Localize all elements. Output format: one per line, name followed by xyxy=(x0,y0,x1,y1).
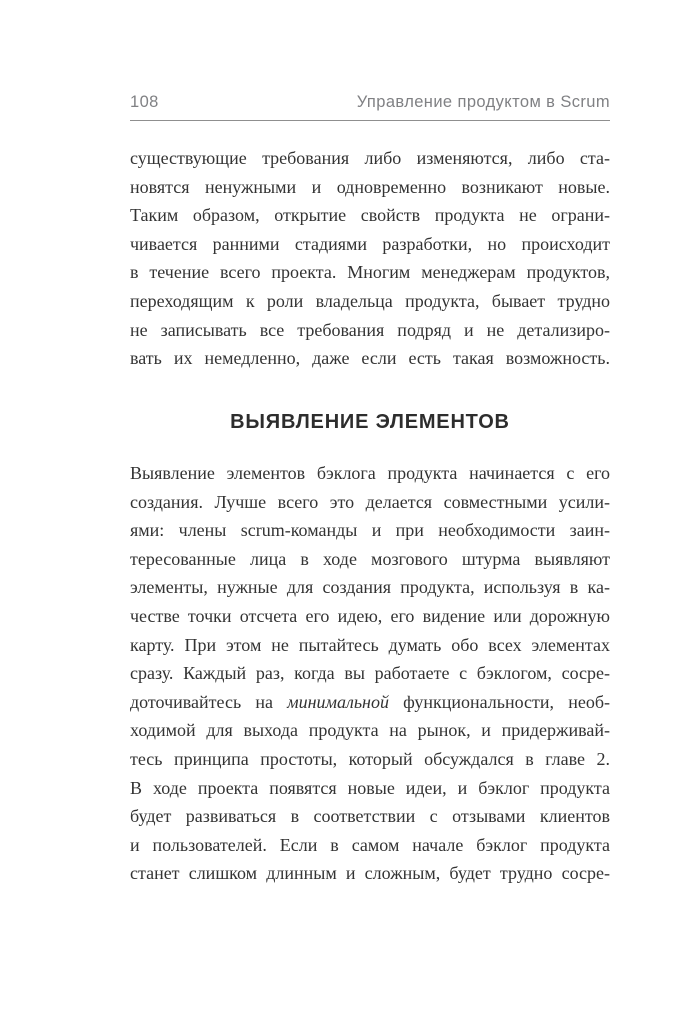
text-line: существующие требования либо изменяются, либо ста- xyxy=(130,148,610,168)
text-line: будет развиваться в соответствии с отзывами клиентов xyxy=(130,806,610,827)
text-line: переходящим к роли владельца продукта, бывает трудно xyxy=(130,290,610,311)
text-line xyxy=(130,688,610,717)
text-line: вать их немедленно, даже если есть такая возможность. xyxy=(130,348,610,369)
text-line: тесь принципа простоты, который обсуждался в главе 2. xyxy=(130,748,610,769)
text-line: станет слишком длинным и сложным, будет трудно сосре- xyxy=(130,863,610,884)
section-heading: ВЫЯВЛЕНИЕ ЭЛЕМЕНТОВ xyxy=(230,411,510,433)
emphasized-text: минимальной xyxy=(287,691,389,712)
text-line: честве точки отсчета его идею, его видение или дорожную xyxy=(130,605,610,626)
text-line: не записывать все требования подряд и не детализиро- xyxy=(130,319,610,340)
text-line: создания. Лучше всего это делается совместными усили- xyxy=(130,491,610,512)
text-line: элементы, нужные для создания продукта, используя в ка- xyxy=(130,577,610,598)
text-line: карту. При этом не пытайтесь думать обо всех элементах xyxy=(130,634,610,655)
running-title: Управление продуктом в Scrum xyxy=(356,93,610,111)
text-line: Выявление элементов бэклога продукта начинается с его xyxy=(130,463,610,483)
text-line: Таким образом, открытие свойств продукта не ограни- xyxy=(130,205,610,226)
text-line: тересованные лица в ходе мозгового штурма выявляют xyxy=(130,548,610,569)
text-line: в течение всего проекта. Многим менеджерам продуктов, xyxy=(130,262,610,283)
page-number: 108 xyxy=(130,93,159,111)
text-segment: функциональности, необ- xyxy=(388,691,610,712)
text-line: В ходе проекта появятся новые идеи, и бэклог продукта xyxy=(130,777,610,798)
paragraph-2 xyxy=(130,459,610,888)
text-line: и пользователей. Если в самом начале бэклог продукта xyxy=(130,834,610,855)
text-line: новятся ненужными и одновременно возникают новые. xyxy=(130,176,610,197)
text-segment: доточивайтесь на xyxy=(130,691,288,712)
text-line: ями: члены scrum-команды и при необходимости заин- xyxy=(130,520,610,541)
text-line: чивается ранними стадиями разработки, но происходит xyxy=(130,233,610,254)
paragraph-1 xyxy=(130,144,610,373)
text-line: сразу. Каждый раз, когда вы работаете с бэклогом, сосре- xyxy=(130,663,610,684)
text-line: ходимой для выхода продукта на рынок, и придерживай- xyxy=(130,720,610,741)
page-header xyxy=(130,93,610,121)
